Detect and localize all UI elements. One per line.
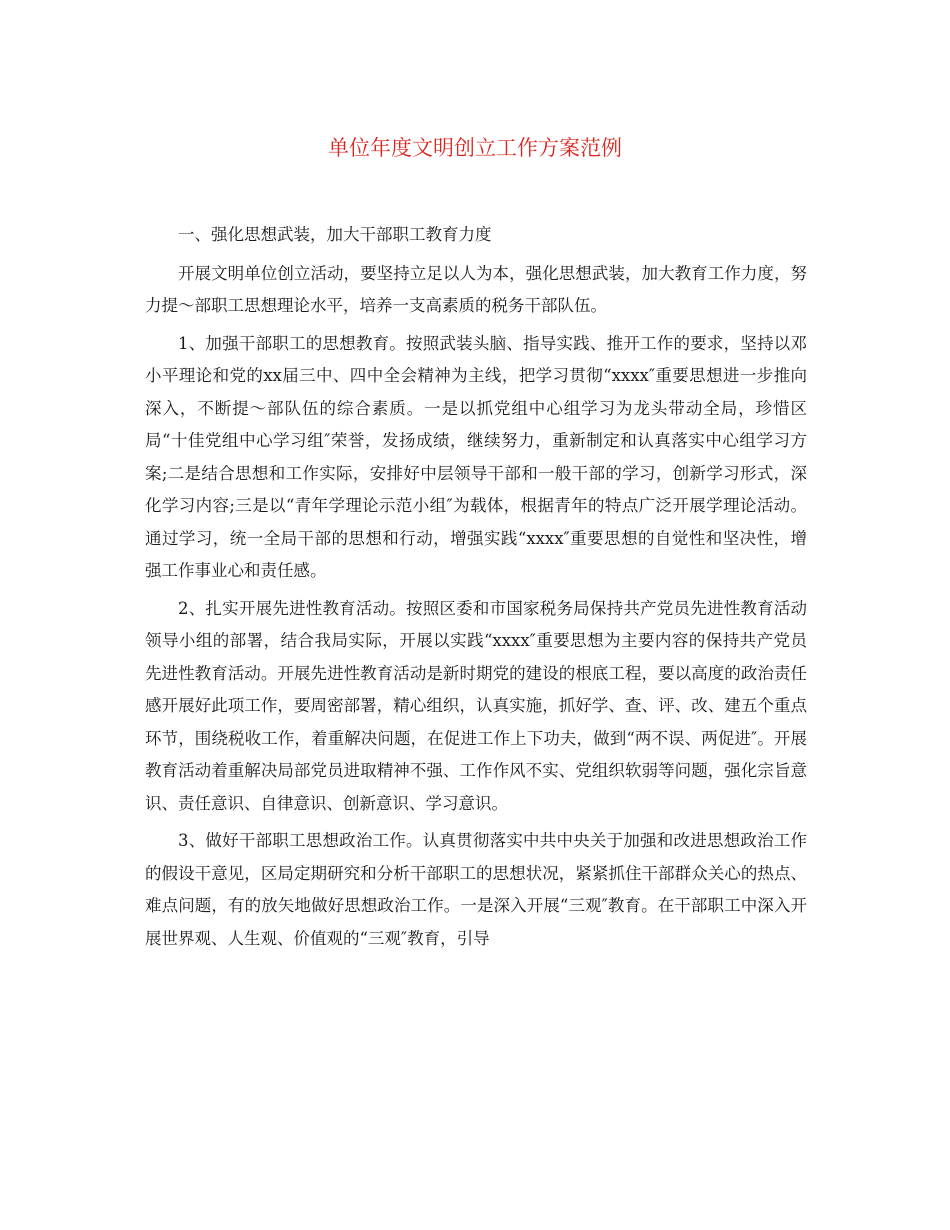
paragraph-item-2: 2、扎实开展先进性教育活动。按照区委和市国家税务局保持共产党员先进性教育活动领导小组的部署，结合我局实际，开展以实践“xxxx″重要思想为主要内容的保持共产党员先进性教育活动。开展先进性教育活动是新时期党的建设的根底工程，要以高度的政治责任感开展好此项工作，要周密部署，精心组织，认真实施，抓好学、查、评、改、建五个重点环节，围绕税收工作，着重解决问题，在促进工作上下功夫，做到“两不误、两促进″。开展教育活动着重解决局部党员进取精神不强、工作作风不实、党组织软弱等问题，强化宗旨意识、责任意识、自律意识、创新意识、学习意识。 [145,598,807,813]
document-body [145,219,807,955]
section-heading: 一、强化思想武装，加大干部职工教育力度 [178,225,492,244]
paragraph-item-1: 1、加强干部职工的思想教育。按照武装头脑、指导实践、推开工作的要求，坚持以邓小平理论和党的xx届三中、四中全会精神为主线，把学习贯彻“xxxx″重要思想进一步推向深入，不断提～部队伍的综合素质。一是以抓党组中心组学习为龙头带动全局，珍惜区局“十佳党组中心学习组″荣誉，发扬成绩，继续努力，重新制定和认真落实中心组学习方案;二是结合思想和工作实际，安排好中层领导干部和一般干部的学习，创新学习形式，深化学习内容;三是以“青年学理论示范小组″为载体，根据青年的特点广泛开展学理论活动。通过学习，统一全局干部的思想和行动，增强实践“xxxx″重要思想的自觉性和坚决性，增强工作事业心和责任感。 [145,333,807,580]
document-title: 单位年度文明创立工作方案范例 [328,136,622,160]
paragraph-item-3: 3、做好干部职工思想政治工作。认真贯彻落实中共中央关于加强和改进思想政治工作的假设干意见，区局定期研究和分析干部职工的思想状况，紧紧抓住干部群众关心的热点、难点问题，有的放矢地做好思想政治工作。一是深入开展“三观″教育。在干部职工中深入开展世界观、人生观、价值观的“三观″教育，引导 [145,831,807,948]
paragraph-intro: 开展文明单位创立活动，要坚持立足以人为本，强化思想武装，加大教育工作力度，努力提～部职工思想理论水平，培养一支高素质的税务干部队伍。 [145,263,807,315]
